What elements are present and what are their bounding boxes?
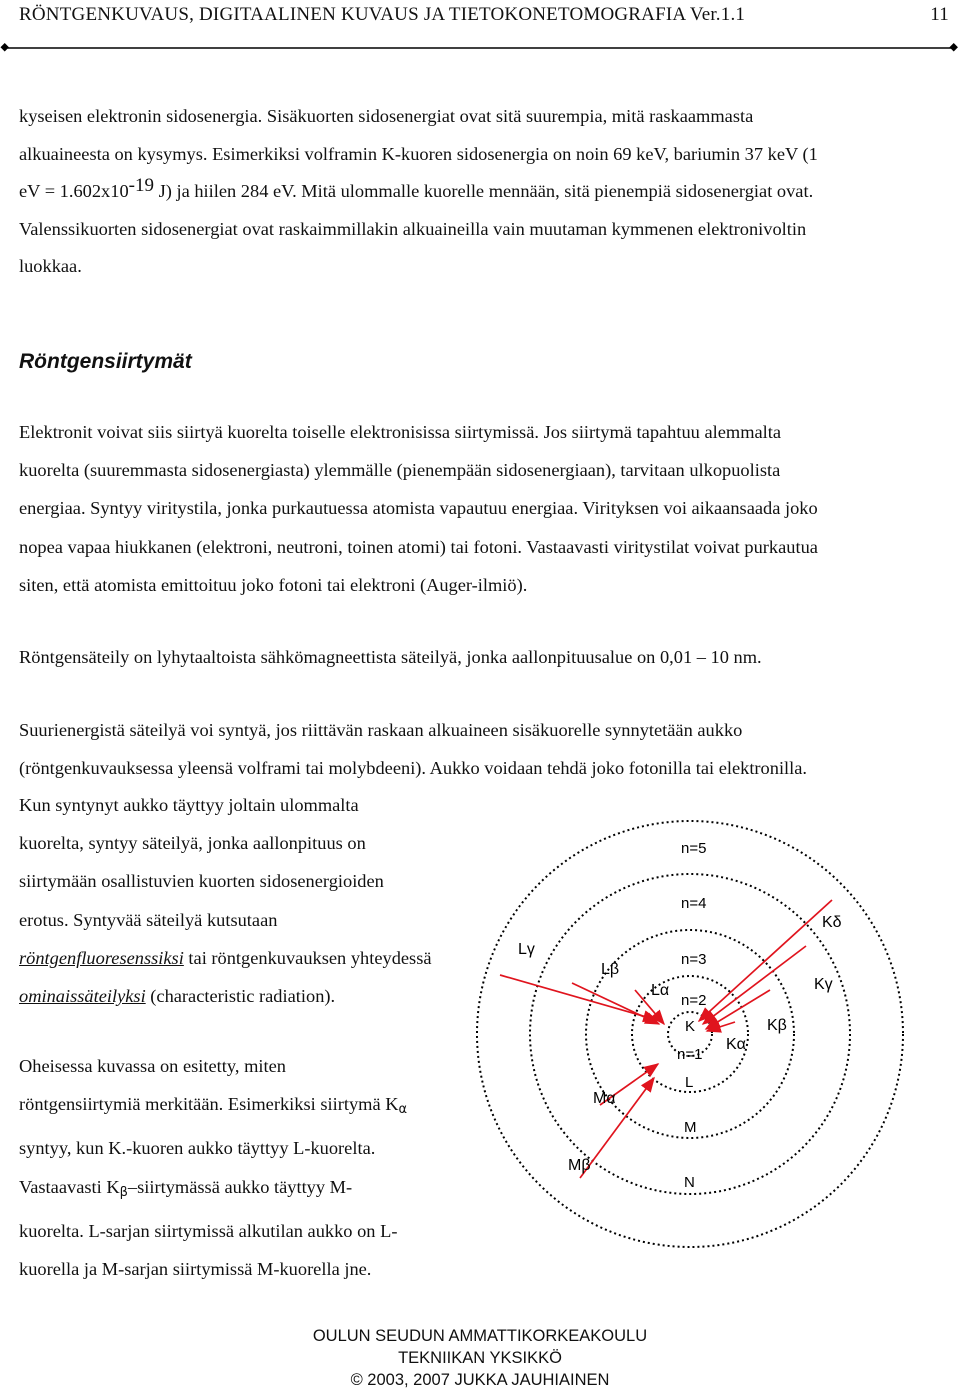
page-number: 11 [930,4,949,25]
footer-unit: TEKNIIKAN YKSIKKÖ [398,1349,562,1367]
arrow-k-delta [699,900,832,1021]
paragraph-notation: Oheisessa kuvassa on esitetty, miten röntgensiirtymiä merkitään. Esimerkiksi siirtymä Kα syntyy, kun K.-kuoren aukko täyttyy L-kuorelta. Vastaavasti Kβ–siirtymässä aukko täyttyy M- kuorelta. L-sarjan siirtymissä alkutilan aukko on L- kuorella ja M-sarjan siirtymissä M-kuorella jne. [19,1056,408,1280]
rule-diamond-right [949,43,957,51]
label-m-beta: Mβ [568,1157,591,1174]
label-k-alpha: Kα [726,1036,746,1053]
shell-label-n5: n=5 [681,840,707,857]
footer-institution: OULUN SEUDUN AMMATTIKORKEAKOULU [312,1327,648,1345]
arrow-l-gamma [500,975,657,1020]
arrow-k-beta [706,990,770,1029]
shell-label-n2: n=2 [681,992,707,1009]
label-l-gamma: Lγ [518,941,535,958]
paragraph-hole-creation: Suurienergistä säteilyä voi syntyä, jos riittävän raskaan alkuaineen sisäkuorelle synnytetään aukko (röntgenkuvauksessa yleensä volframi tai molybdeeni). Aukko voidaan tehdä joko fotonilla tai elektronilla. [19,720,808,779]
xray-transition-diagram [470,820,945,1290]
label-k-gamma: Kγ [814,976,833,993]
shell-label-n4: n=4 [681,895,707,912]
paragraph-xray-definition: Röntgensäteily on lyhytaaltoista sähkömagneettista säteilyä, jonka aallonpituusalue on 0,01 – 10 nm. [19,647,762,667]
header-rule [0,43,960,53]
term-characteristic: ominaissäteilyksi [19,986,146,1007]
footer-copyright: © 2003, 2007 JUKKA JAUHIAINEN [350,1371,610,1389]
term-fluorescence: röntgenfluoresenssiksi [19,947,184,968]
label-k-beta: Kβ [767,1017,787,1034]
shell-name-m: M [684,1119,697,1136]
arrow-k-gamma [703,946,806,1024]
header-title: RÖNTGENKUVAUS, DIGITAALINEN KUVAUS JA TIETOKONETOMOGRAFIA Ver.1.1 [19,4,746,25]
paragraph-transitions: Elektronit voivat siis siirtyä kuorelta toiselle elektronisissa siirtymissä. Jos siirtymä tapahtuu alemmalta kuorelta (suuremmasta sidosenergiasta) ylemmälle (pienempään sidosenergiaan), tarvitaan ulkopuolista energiaa. Syntyy viritystila, jonka purkautuessa atomista vapautuu energiaa. Virityksen voi aikaansaada joko nopea vapaa hiukkanen (elektroni, neutroni, toinen atomi) tai fotoni. Vastaavasti viritystilat voivat purkautua siten, että atomista emittoituu joko fotoni tai elektroni (Auger-ilmiö). [19,422,818,595]
label-l-alpha: Lα [651,982,670,999]
shell-name-k: K [685,1018,696,1035]
transition-arrows [500,900,832,1178]
shell-label-n3: n=3 [681,951,707,968]
running-header [19,4,949,26]
label-k-delta: Kδ [822,914,842,931]
shell-name-l: L [685,1074,694,1091]
shell-label-n1: n=1 [677,1046,703,1063]
paragraph-binding-energy: kyseisen elektronin sidosenergia. Sisäkuorten sidosenergiat ovat sitä suurempia, mitä raskaammasta alkuaineesta on kysymys. Esimerkiksi volframin K-kuoren sidosenergia on noin 69 keV, bariumin 37 keV (1 eV = $1.602x10^{-19}$ J) ja hiilen 284 eV. Mitä ulommalle kuorelle mennään, sitä pienempiä sidosenergiat ovat. Valenssikuorten sidosenergiat ovat raskaimmillakin alkuaineilla vain muutaman kymmenen elektronivoltin luokkaa. [19,106,818,276]
label-m-alpha: Mα [593,1090,616,1107]
paragraph-fluorescence: Kun syntynyt aukko täyttyy joltain ulommalta kuorelta, syntyy säteilyä, jonka aallonpituus on siirtymään osallistuvien kuorten sidosenergioiden erotus. Syntyvää säteilyä kutsutaan röntgenfluoresenssiksi tai röntgenkuvauksen yhteydessä ominaissäteilyksi (characteristic radiation). [19,795,432,1007]
shell-name-n: N [684,1174,695,1191]
rule-diamond-left [0,43,8,51]
label-l-beta: Lβ [601,961,620,978]
section-heading: Röntgensiirtymät [19,350,192,373]
